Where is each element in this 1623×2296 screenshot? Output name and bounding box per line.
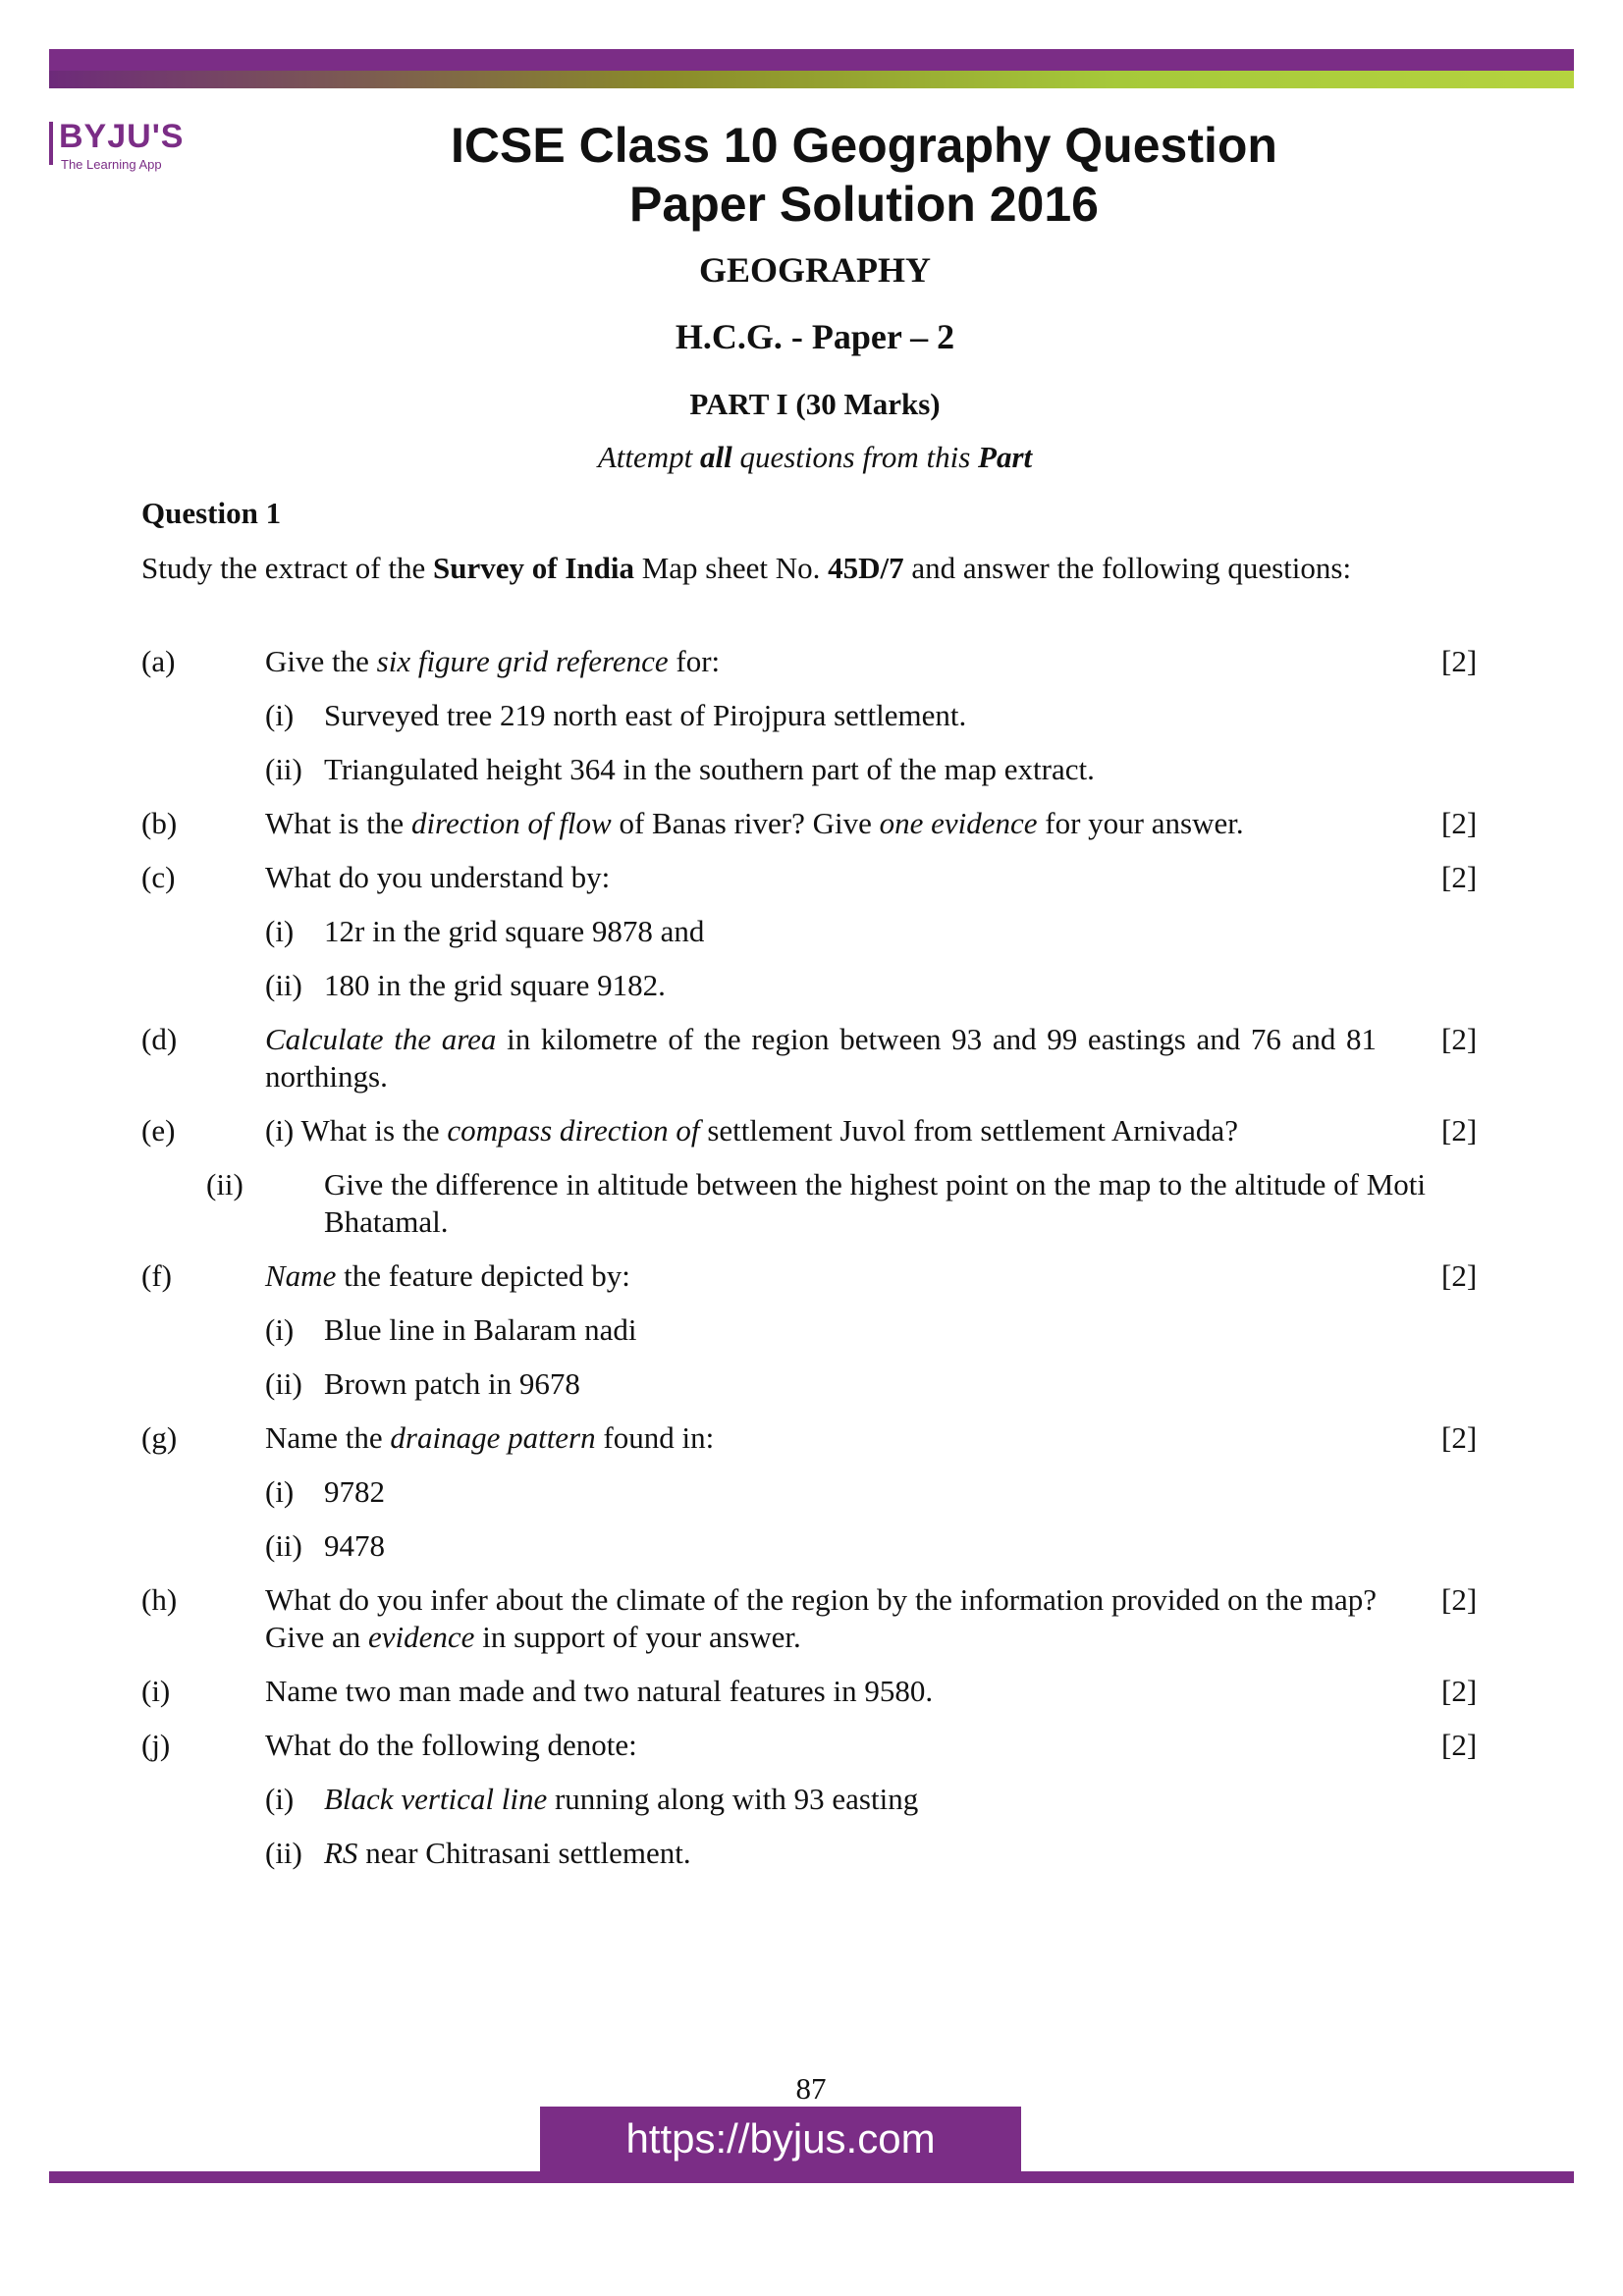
q-a-sub-1-num: (i) — [265, 698, 295, 732]
q-c-label: (c) — [141, 860, 176, 894]
q-b-post: for your answer. — [1037, 806, 1244, 840]
q-f-sub-1-text: Blue line in Balaram nadi — [324, 1312, 637, 1347]
q-f-sub-1-num: (i) — [265, 1312, 295, 1347]
q-e-post: settlement Juvol from settlement Arnivada? — [699, 1113, 1238, 1148]
q-g-sub-2-num: (ii) — [265, 1528, 302, 1563]
intro-bold-survey: Survey of India — [433, 551, 634, 585]
q-d-em: Calculate the area — [265, 1022, 497, 1056]
q-f-sub-2-text: Brown patch in 9678 — [324, 1366, 580, 1401]
q-j-sub-2-em: RS — [324, 1836, 358, 1870]
q-a-sub-2 — [265, 751, 1377, 788]
q-i-text: Name two man made and two natural features in 9580. — [265, 1674, 934, 1708]
logo-tagline: The Learning App — [61, 157, 162, 172]
q-c-sub-1 — [265, 913, 1377, 950]
logo-wordmark: BYJU'S — [59, 118, 185, 155]
q-b-label: (b) — [141, 806, 178, 840]
q-f-marks: [2] — [1441, 1258, 1478, 1293]
q-h-text — [265, 1581, 1377, 1656]
q-f-post: the feature depicted by: — [336, 1258, 630, 1293]
q-g-post: found in: — [595, 1420, 715, 1455]
q-d-marks: [2] — [1441, 1022, 1478, 1056]
q-h-marks: [2] — [1441, 1582, 1478, 1617]
q-b-text — [265, 805, 1377, 842]
q-g-label: (g) — [141, 1420, 178, 1455]
q-e-marks: [2] — [1441, 1113, 1478, 1148]
q-g-marks: [2] — [1441, 1420, 1478, 1455]
question-heading: Question 1 — [141, 496, 282, 530]
footer-bar — [49, 2171, 1574, 2183]
header-purple-stripe — [49, 49, 1574, 71]
part-heading: PART I (30 Marks) — [689, 387, 941, 421]
q-g-em: drainage pattern — [390, 1420, 596, 1455]
instr-pre: Attempt — [597, 440, 700, 474]
q-b-em-2: one evidence — [879, 806, 1038, 840]
q-g-sub-1 — [265, 1473, 1377, 1511]
q-i-marks: [2] — [1441, 1674, 1478, 1708]
q-e-pre: (i) What is the — [265, 1113, 448, 1148]
intro-bold-sheet: 45D/7 — [828, 551, 904, 585]
q-d-post: in kilometre of the region between 93 and 99 eastings and 76 and 81 northings. — [265, 1022, 1377, 1094]
q-j-marks: [2] — [1441, 1728, 1478, 1762]
q-a-marks: [2] — [1441, 644, 1478, 678]
q-g-sub-1-text: 9782 — [324, 1474, 385, 1509]
q-j-sub-1 — [265, 1781, 1377, 1818]
q-c-marks: [2] — [1441, 860, 1478, 894]
q-b-em-1: direction of flow — [410, 806, 612, 840]
q-f-sub-2-num: (ii) — [265, 1366, 302, 1401]
q-d-label: (d) — [141, 1022, 178, 1056]
q-h-label: (h) — [141, 1582, 178, 1617]
q-e-text — [265, 1112, 1377, 1149]
intro-text-3: and answer the following questions: — [903, 551, 1352, 585]
q-c-sub-2-text: 180 in the grid square 9182. — [324, 968, 666, 1002]
q-a-sub-1 — [265, 697, 1377, 734]
q-a-sub-1-text: Surveyed tree 219 north east of Pirojpura settlement. — [324, 698, 967, 732]
title-line-1: ICSE Class 10 Geography Question — [451, 118, 1277, 173]
document-title — [324, 116, 1404, 234]
q-a-label: (a) — [141, 644, 176, 678]
q-e-em: compass direction of — [447, 1113, 700, 1148]
logo-bar — [49, 122, 53, 165]
instr-bold-all: all — [699, 440, 732, 474]
q-e-sub-2 — [206, 1166, 1435, 1241]
q-j-sub-2 — [265, 1835, 1377, 1872]
q-f-sub-2 — [265, 1365, 1377, 1403]
instruction-line — [324, 440, 1306, 475]
q-d-text — [265, 1021, 1377, 1095]
q-i-label: (i) — [141, 1674, 171, 1708]
q-j-sub-1-em: Black vertical line — [324, 1782, 548, 1816]
q-c-sub-2 — [265, 967, 1377, 1004]
q-g-sub-2 — [265, 1527, 1377, 1565]
byjus-logo — [49, 118, 196, 173]
q-b-pre: What is the — [265, 806, 411, 840]
q-j-sub-2-post: near Chitrasani settlement. — [357, 1836, 691, 1870]
q-j-sub-1-num: (i) — [265, 1782, 295, 1816]
q-c-sub-1-num: (i) — [265, 914, 295, 948]
q-h-em: evidence — [368, 1620, 475, 1654]
q-b-marks: [2] — [1441, 806, 1478, 840]
q-a-text — [265, 643, 1377, 680]
q-e-sub-2-num: (ii) — [206, 1167, 243, 1201]
q-a-sub-2-text: Triangulated height 364 in the southern part of the map extract. — [324, 752, 1095, 786]
q-a-em: six figure grid reference — [376, 644, 669, 678]
title-line-2: Paper Solution 2016 — [629, 177, 1099, 232]
subject-heading: GEOGRAPHY — [698, 250, 931, 290]
q-h-post: in support of your answer. — [474, 1620, 801, 1654]
paper-heading: H.C.G. - Paper – 2 — [675, 317, 955, 356]
q-a-pre: Give the — [265, 644, 377, 678]
q-c-sub-1-text: 12r in the grid square 9878 and — [324, 914, 705, 948]
q-f-text — [265, 1257, 1377, 1295]
q-c-sub-2-num: (ii) — [265, 968, 302, 1002]
q-c-text: What do you understand by: — [265, 860, 611, 894]
q-f-sub-1 — [265, 1311, 1377, 1349]
instr-bold-part: Part — [978, 440, 1033, 474]
q-j-label: (j) — [141, 1728, 171, 1762]
q-e-label: (e) — [141, 1113, 176, 1148]
q-f-label: (f) — [141, 1258, 172, 1293]
intro-text-2: Map sheet No. — [633, 551, 829, 585]
question-intro — [141, 550, 1377, 587]
q-j-sub-1-post: running along with 93 easting — [547, 1782, 919, 1816]
page-number: 87 — [795, 2071, 827, 2106]
q-f-em: Name — [265, 1258, 337, 1293]
header-green-stripe — [49, 71, 1574, 88]
q-j-sub-2-num: (ii) — [265, 1836, 302, 1870]
q-g-pre: Name the — [265, 1420, 391, 1455]
q-g-sub-1-num: (i) — [265, 1474, 295, 1509]
intro-text-1: Study the extract of the — [141, 551, 433, 585]
q-h-pre: What do you infer about the climate of the region by the information provided on the map? Give an — [265, 1582, 1377, 1654]
q-g-text — [265, 1419, 1377, 1457]
q-e-sub-2-text: Give the difference in altitude between the highest point on the map to the altitude of Moti Bhatamal. — [324, 1167, 1427, 1239]
header-color-bar — [49, 49, 1574, 94]
q-a-post: for: — [668, 644, 721, 678]
q-b-mid: of Banas river? Give — [611, 806, 880, 840]
instr-mid: questions from this — [731, 440, 979, 474]
q-j-text: What do the following denote: — [265, 1728, 637, 1762]
q-g-sub-2-text: 9478 — [324, 1528, 385, 1563]
footer-url-link[interactable]: https://byjus.com — [540, 2107, 1021, 2171]
q-a-sub-2-num: (ii) — [265, 752, 302, 786]
